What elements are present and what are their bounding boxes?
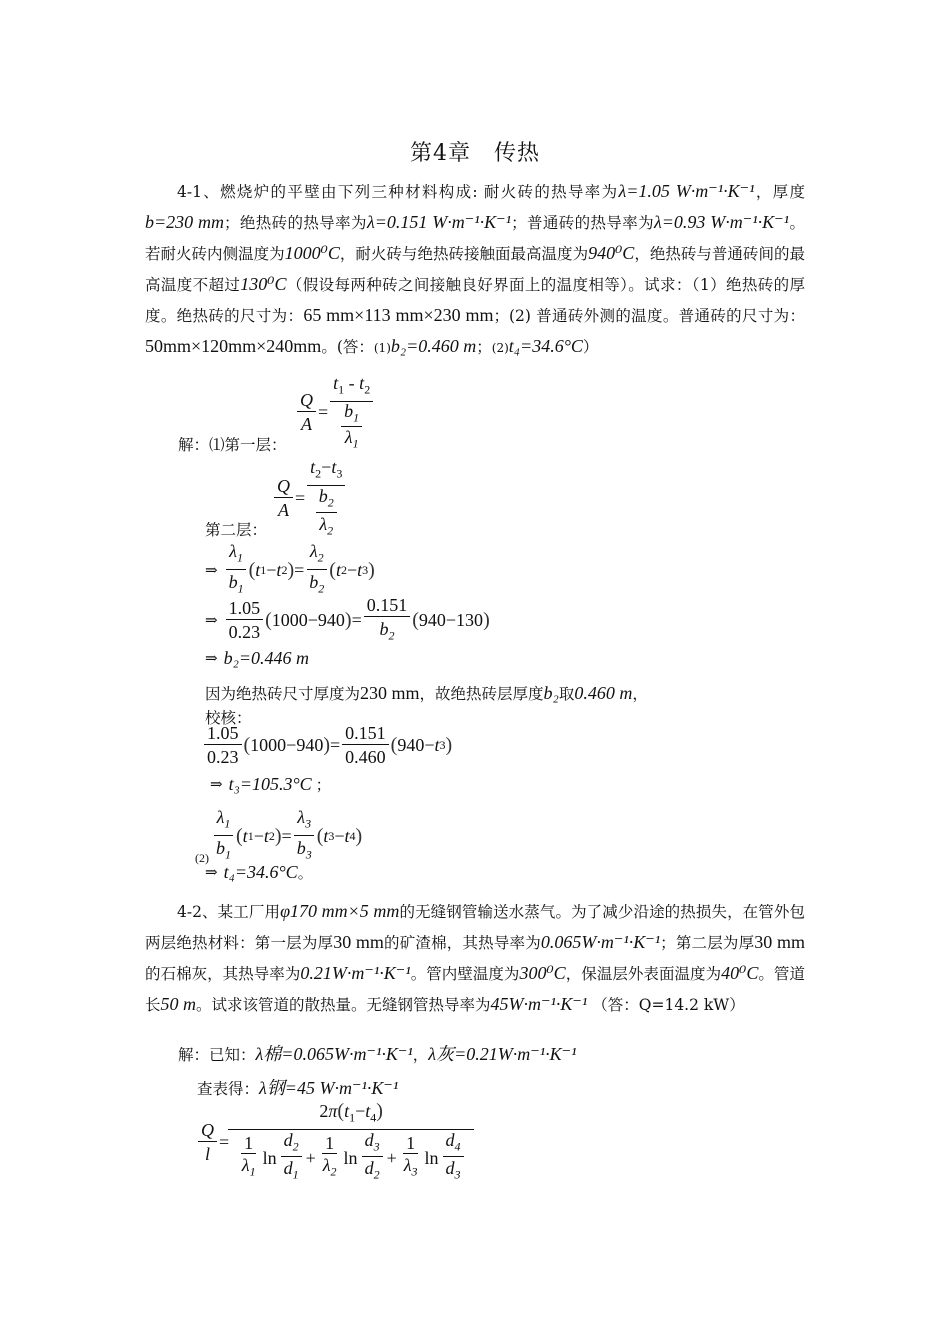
- problem-4-2: [145, 896, 805, 1020]
- sol41-b2-result: b₂=0.446 m: [223, 648, 309, 668]
- p41-answer2: t₄=34.6°C: [508, 336, 583, 356]
- p41-size1: 65 mm×113 mm×230 mm: [303, 305, 494, 325]
- p42-mid6: ，保温层外表面温度为: [565, 965, 722, 983]
- p41-answer-label: 。(答：: [321, 338, 374, 356]
- eq-part2: (2) $\frac{\lambda_1}{b_1}$ ( t 1 − t 2 ) = $\frac{\lambda_3}{b_3}$ ( t 3 − t 4 ): [195, 807, 363, 866]
- p42-lambda-steel: 45W·m⁻¹·K⁻¹: [490, 994, 588, 1014]
- p41-answer1-tag: (1): [373, 341, 391, 355]
- p41-lambda2: λ=0.151 W·m⁻¹·K⁻¹: [366, 212, 512, 232]
- p41-answer1: b₂=0.460 m: [390, 336, 477, 356]
- p42-mid4: 的石棉灰，其热导率为: [145, 965, 301, 983]
- p41-lambda1: λ=1.05 W·m⁻¹·K⁻¹: [618, 181, 755, 201]
- p42-mid8: 。试求该管道的散热量。无缝钢管热导率为: [196, 996, 491, 1014]
- p41-insulation-label: ；绝热砖的热导率为: [224, 214, 367, 232]
- sol41-part2-tag: (2): [195, 851, 209, 866]
- eq-b2-result: ⇒ b₂=0.446 m: [205, 648, 309, 668]
- p41-question2: ；(2) 普通砖外测的温度。普通砖的尺寸为：: [493, 307, 805, 325]
- p42-length: 50 m: [160, 994, 197, 1014]
- sol42-comma: ，: [412, 1046, 429, 1064]
- p41-max-label: ，绝热砖与普通砖间的最高温度不超过: [145, 245, 805, 294]
- sol41-jie: 解：⑴第一层：: [178, 436, 287, 454]
- sol41-second: 第二层：: [205, 521, 268, 539]
- p41-size2: 50mm×120mm×240mm: [145, 336, 322, 356]
- sol42-jie: 解：已知：: [178, 1046, 256, 1064]
- eq-check: $\frac{1.05}{0.23}$ ( 1000−940 ) = $\frac{0.151}{0.460}$ ( 940− t 3 ): [202, 722, 452, 769]
- eq-cylinder-heat: $\frac{Q}{l}$ = $2\pi(t_1-t_4)$ $\frac{1}{\lambda_1}$ ln $\frac{d_2}{d_1}$ + $\frac{1}{\lambda_2}$ ln $\frac{d_3}{d_2}$ + $\frac{1}{\lambda_3}$ ln $\frac{d_4}{d_3}$: [196, 1100, 473, 1186]
- sol41-because-take: 取: [558, 685, 575, 703]
- sol41-check: 校核：: [205, 709, 252, 727]
- eq-second-layer: $\frac{Q}{A}$ = $\frac{t_2-t_3}{\frac{b_2}{\lambda_2}}$: [272, 456, 347, 542]
- sol42-known-line: [178, 1040, 577, 1066]
- sol42-table-line: [197, 1074, 398, 1100]
- chapter-title: 第4章 传热: [410, 141, 540, 166]
- sol41-because-end: ，: [632, 685, 648, 703]
- sol42-lambda-gang: λ钢=45 W·m⁻¹·K⁻¹: [259, 1078, 399, 1098]
- eq-balance-2: ⇒ $\frac{1.05}{0.23}$ ( 1000−940 ) = $\frac{0.151}{b_2}$ ( 940−130 ): [205, 595, 490, 643]
- p42-mid1: 的无缝钢管输送水蒸气。为了减少沿途的热损失，在管外包两层绝热材料：第一层为厚: [145, 903, 805, 952]
- sol41-because: 因为绝热砖尺寸厚度为: [205, 685, 361, 703]
- problem-4-1: [145, 176, 805, 363]
- eq-t3-result: ⇒ t₃=105.3°C ；: [210, 774, 331, 794]
- eq-first-layer: $\frac{Q}{A}$ = $\frac{t_1 - t_2}{\frac{b_1}{\lambda_1}}$: [295, 372, 375, 454]
- p42-t-outer: 40⁰C: [721, 963, 759, 983]
- p42-thickness2: 30 mm: [754, 932, 805, 952]
- sol41-because-b2: b₂: [543, 683, 559, 703]
- p41-t2: 940⁰C: [588, 243, 635, 263]
- p41-assume: （假设每两种砖之间接触良好界面上的温度相等）。试求：（1）绝热砖的厚度。绝热砖的尺寸为：: [145, 276, 805, 325]
- sol42-table-label: 查表得：: [197, 1080, 260, 1098]
- p41-answer-sep: ；: [476, 338, 492, 356]
- p41-b1: b=230 mm: [145, 212, 225, 232]
- sol41-because-mid: ，故绝热砖层厚度: [419, 685, 544, 703]
- sol41-because-val: 230 mm: [360, 683, 420, 703]
- p42-pipe: φ170 mm×5 mm: [280, 901, 400, 921]
- p41-brick-label: ；普通砖的热导率为: [511, 214, 654, 232]
- sol42-lambda-hui: λ灰=0.21W·m⁻¹·K⁻¹: [428, 1044, 577, 1064]
- p41-answer-end: ）: [582, 338, 599, 356]
- p41-intro: 4-1、燃烧炉的平壁由下列三种材料构成: 耐火砖的热导率为: [177, 183, 619, 201]
- p41-lambda3: λ=0.93 W·m⁻¹·K⁻¹: [653, 212, 790, 232]
- sol41-t3-result: t₃=105.3°C: [228, 774, 312, 794]
- p41-inner-temp-label: 。若耐火砖内侧温度为: [145, 214, 805, 263]
- p41-contact-label: ，耐火砖与绝热砖接触面最高温度为: [339, 245, 589, 263]
- p41-t3: 130⁰C: [240, 274, 287, 294]
- sol41-because-line: [205, 682, 648, 704]
- p42-mid7: 。管道长: [145, 965, 805, 1014]
- p42-thickness1: 30 mm: [333, 932, 384, 952]
- sol41-period: 。: [297, 866, 313, 882]
- p42-answer: （答：Q=14.2 kW）: [592, 996, 745, 1014]
- p41-thickness-label: ，厚度: [754, 183, 805, 201]
- p42-lambda1: 0.065W·m⁻¹·K⁻¹: [540, 932, 661, 952]
- p41-t1: 1000⁰C: [284, 243, 340, 263]
- p41-answer2-tag: (2): [491, 341, 509, 355]
- sol42-lambda-mian: λ棉=0.065W·m⁻¹·K⁻¹: [255, 1044, 413, 1064]
- sol41-t4-result: t₄=34.6°C: [223, 862, 298, 882]
- p42-lambda2: 0.21W·m⁻¹·K⁻¹: [300, 963, 411, 983]
- p42-t-inner: 300⁰C: [519, 963, 566, 983]
- eq-balance-1: ⇒ $\frac{\lambda_1}{b_1}$ ( t 1 − t 2 ) = $\frac{\lambda_2}{b_2}$ ( t 2 − t 3 ): [205, 541, 375, 596]
- p42-mid2: 的矿渣棉，其热导率为: [383, 934, 541, 952]
- sol41-semicolon: ；: [315, 778, 331, 794]
- eq-t4-result: ⇒ t₄=34.6°C 。: [205, 862, 313, 882]
- p42-intro: 4-2、某工厂用: [177, 903, 281, 921]
- p42-mid3: ；第二层为厚: [660, 934, 755, 952]
- p42-mid5: 。管内壁温度为: [410, 965, 520, 983]
- sol41-because-res: 0.460 m: [574, 683, 633, 703]
